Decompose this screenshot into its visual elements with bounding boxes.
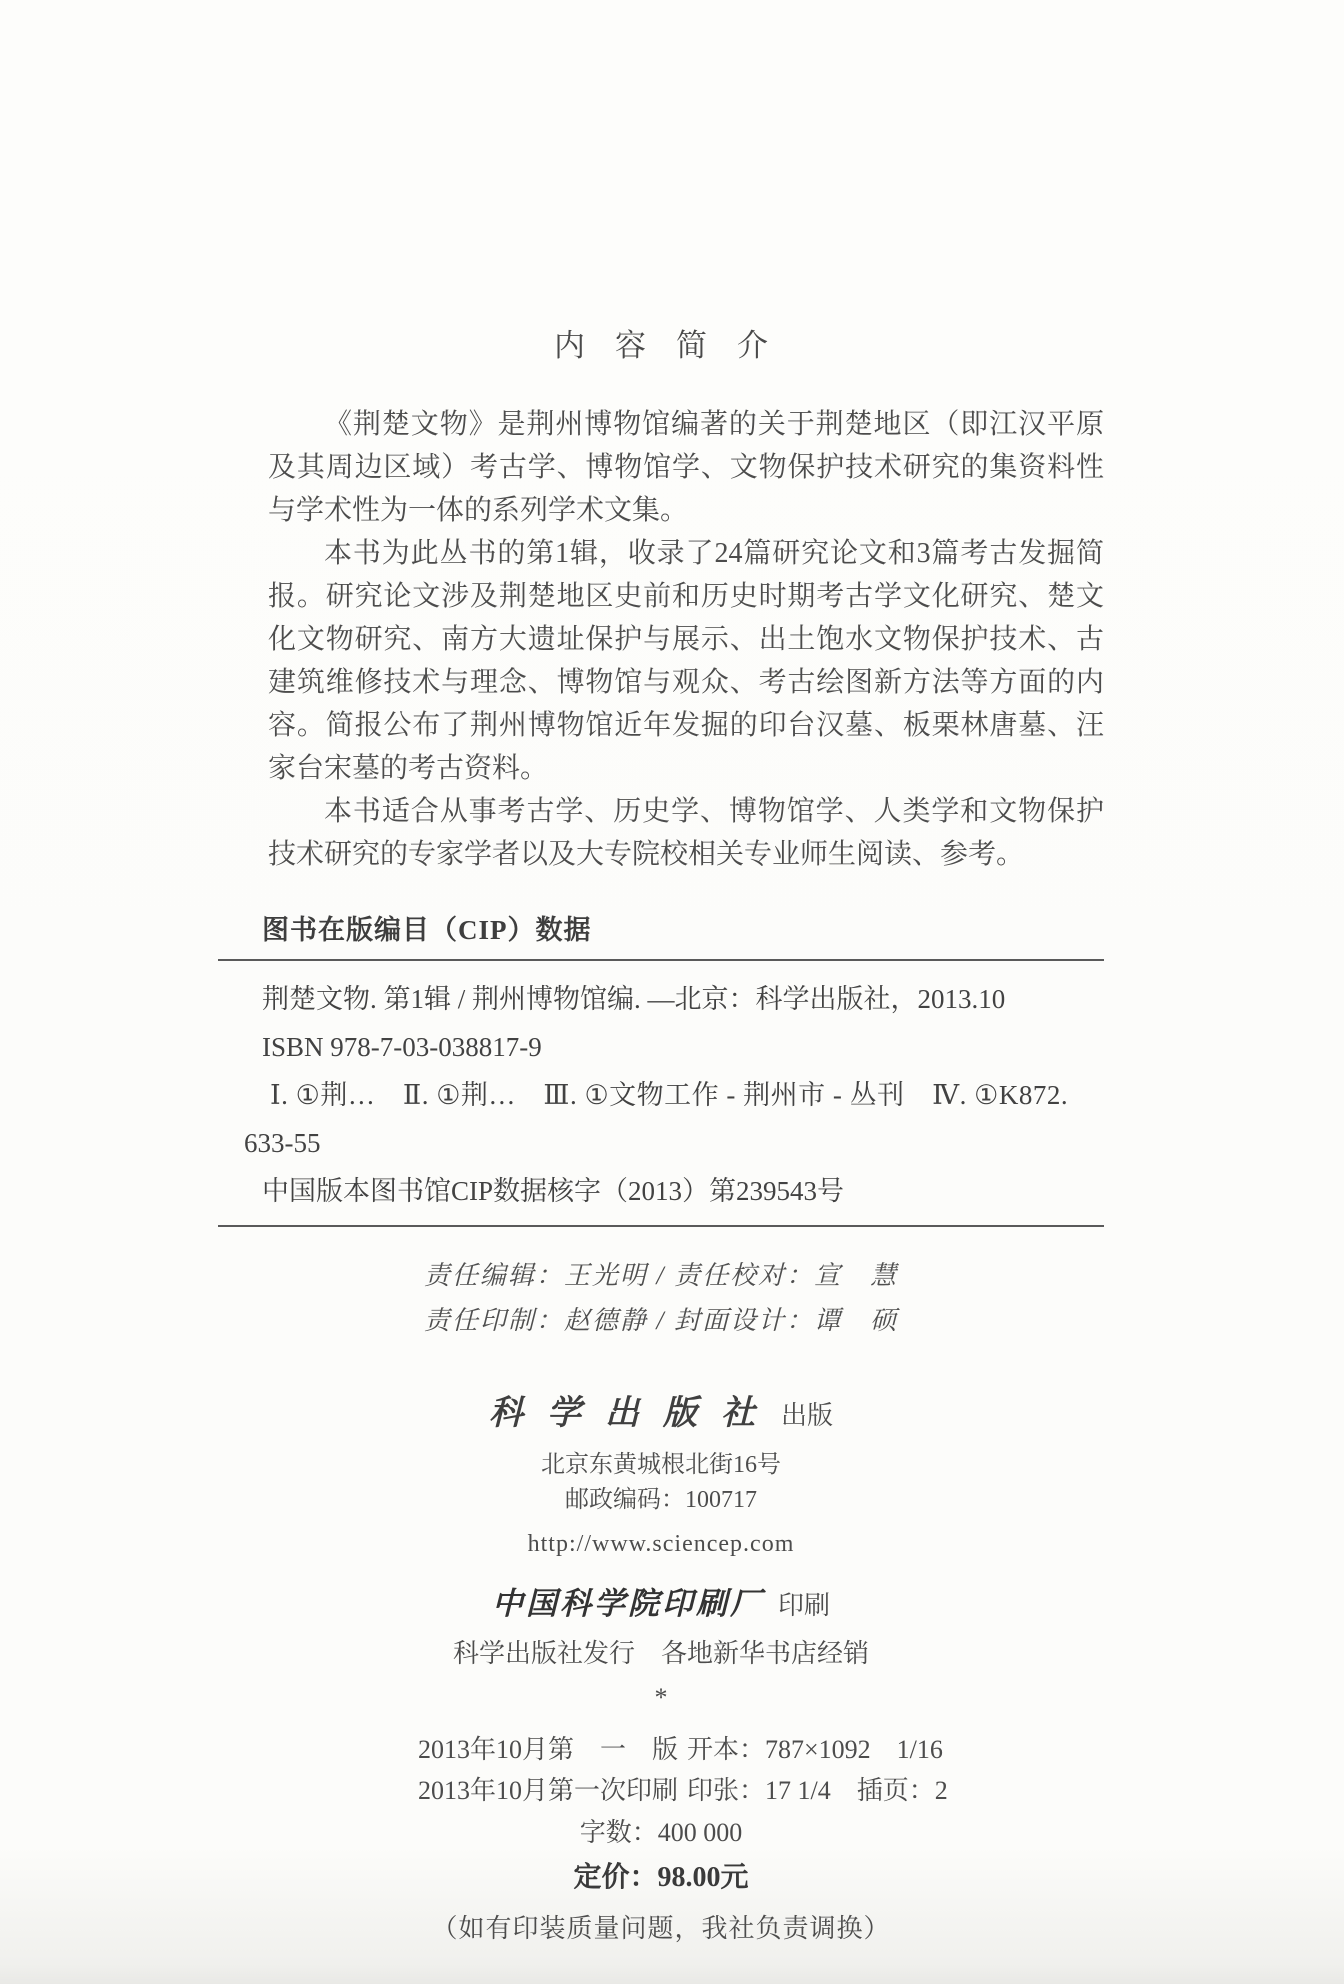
price: 定价：98.00元: [573, 1862, 749, 1893]
cip-title-line: 荆楚文物. 第1辑 / 荆州博物馆编. —北京：科学出版社，2013.10: [262, 984, 1006, 1014]
publish-label: 出版: [780, 1401, 833, 1430]
quality-swap-note: （如有印装质量问题，我社负责调换）: [431, 1914, 891, 1943]
cip-record-number-line: 中国版本图书馆CIP数据核字（2013）第239543号: [262, 1176, 845, 1206]
intro-paragraph-2: 本书为此丛书的第1辑，收录了24篇研究论文和3篇考古发掘简报。研究论文涉及荆楚地区史前和历史时期考古学文化研究、楚文化文物研究、南方大遗址保护与展示、出土饱水文物保护技术、古建筑维修技术与理念、博物馆与观众、考古绘图新方法等方面的内容。简报公布了荆州博物馆近年发掘的印台汉墓、板栗林唐墓、汪家台宋墓的考古资料。: [268, 538, 1104, 784]
staff-credits: [218, 1253, 1104, 1343]
intro-paragraph-1: 《荆楚文物》是荆州博物馆编著的关于荆楚地区（即江汉平原及其周边区域）考古学、博物馆学、文物保护技术研究的集资料性与学术性为一体的系列学术文集。: [268, 409, 1104, 526]
printer-line: [218, 1578, 1104, 1623]
separator-asterisk: *: [654, 1683, 668, 1712]
staff-editor-line: 责任编辑：王光明 / 责任校对：宣 慧: [423, 1261, 899, 1290]
publisher-postcode: 邮政编码：100717: [565, 1487, 757, 1513]
printing-date: 2013年10月第一次印刷: [418, 1776, 679, 1805]
intro-section: [268, 403, 1104, 876]
distribution-line: 科学出版社发行 各地新华书店经销: [452, 1639, 869, 1668]
cip-isbn-line: ISBN 978-7-03-038817-9: [262, 1032, 542, 1062]
cip-classification-line: Ⅰ. ①荆… Ⅱ. ①荆… Ⅲ. ①文物工作 - 荆州市 - 丛刊 Ⅳ. ①K872.: [270, 1080, 1069, 1110]
edition-facts: [418, 1729, 1104, 1811]
print-label: 印刷: [777, 1591, 830, 1620]
printer-logotype: 中国科学院印刷厂: [491, 1586, 764, 1621]
publisher-website: http://www.sciencep.com: [527, 1531, 795, 1557]
book-copyright-page: [218, 0, 1104, 1984]
intro-paragraph-3: 本书适合从事考古学、历史学、博物馆学、人类学和文物保护技术研究的专家学者以及大专院校相关专业师生阅读、参考。: [268, 796, 1104, 870]
science-press-logotype: 科学出版社: [488, 1395, 779, 1432]
publisher-address: 北京东黄城根北街16号: [541, 1452, 781, 1478]
edition-date: 2013年10月第 一 版: [418, 1735, 679, 1764]
cip-section: [218, 908, 1104, 1227]
cip-classification-continuation: 633-55: [244, 1128, 321, 1158]
colophon: [218, 1385, 1104, 1949]
word-count: 字数：400 000: [579, 1818, 743, 1847]
sheets-spec: 印张：17 1/4 插页：2: [687, 1776, 948, 1805]
cip-body: [218, 961, 1104, 1225]
publisher-line: [218, 1385, 1104, 1434]
page-title: 内容简介: [554, 328, 798, 363]
format-spec: 开本：787×1092 1/16: [687, 1735, 943, 1764]
staff-print-line: 责任印制：赵德静 / 封面设计：谭 硕: [423, 1306, 899, 1335]
cip-bottom-rule: [218, 1225, 1104, 1227]
cip-heading: 图书在版编目（CIP）数据: [262, 915, 592, 945]
